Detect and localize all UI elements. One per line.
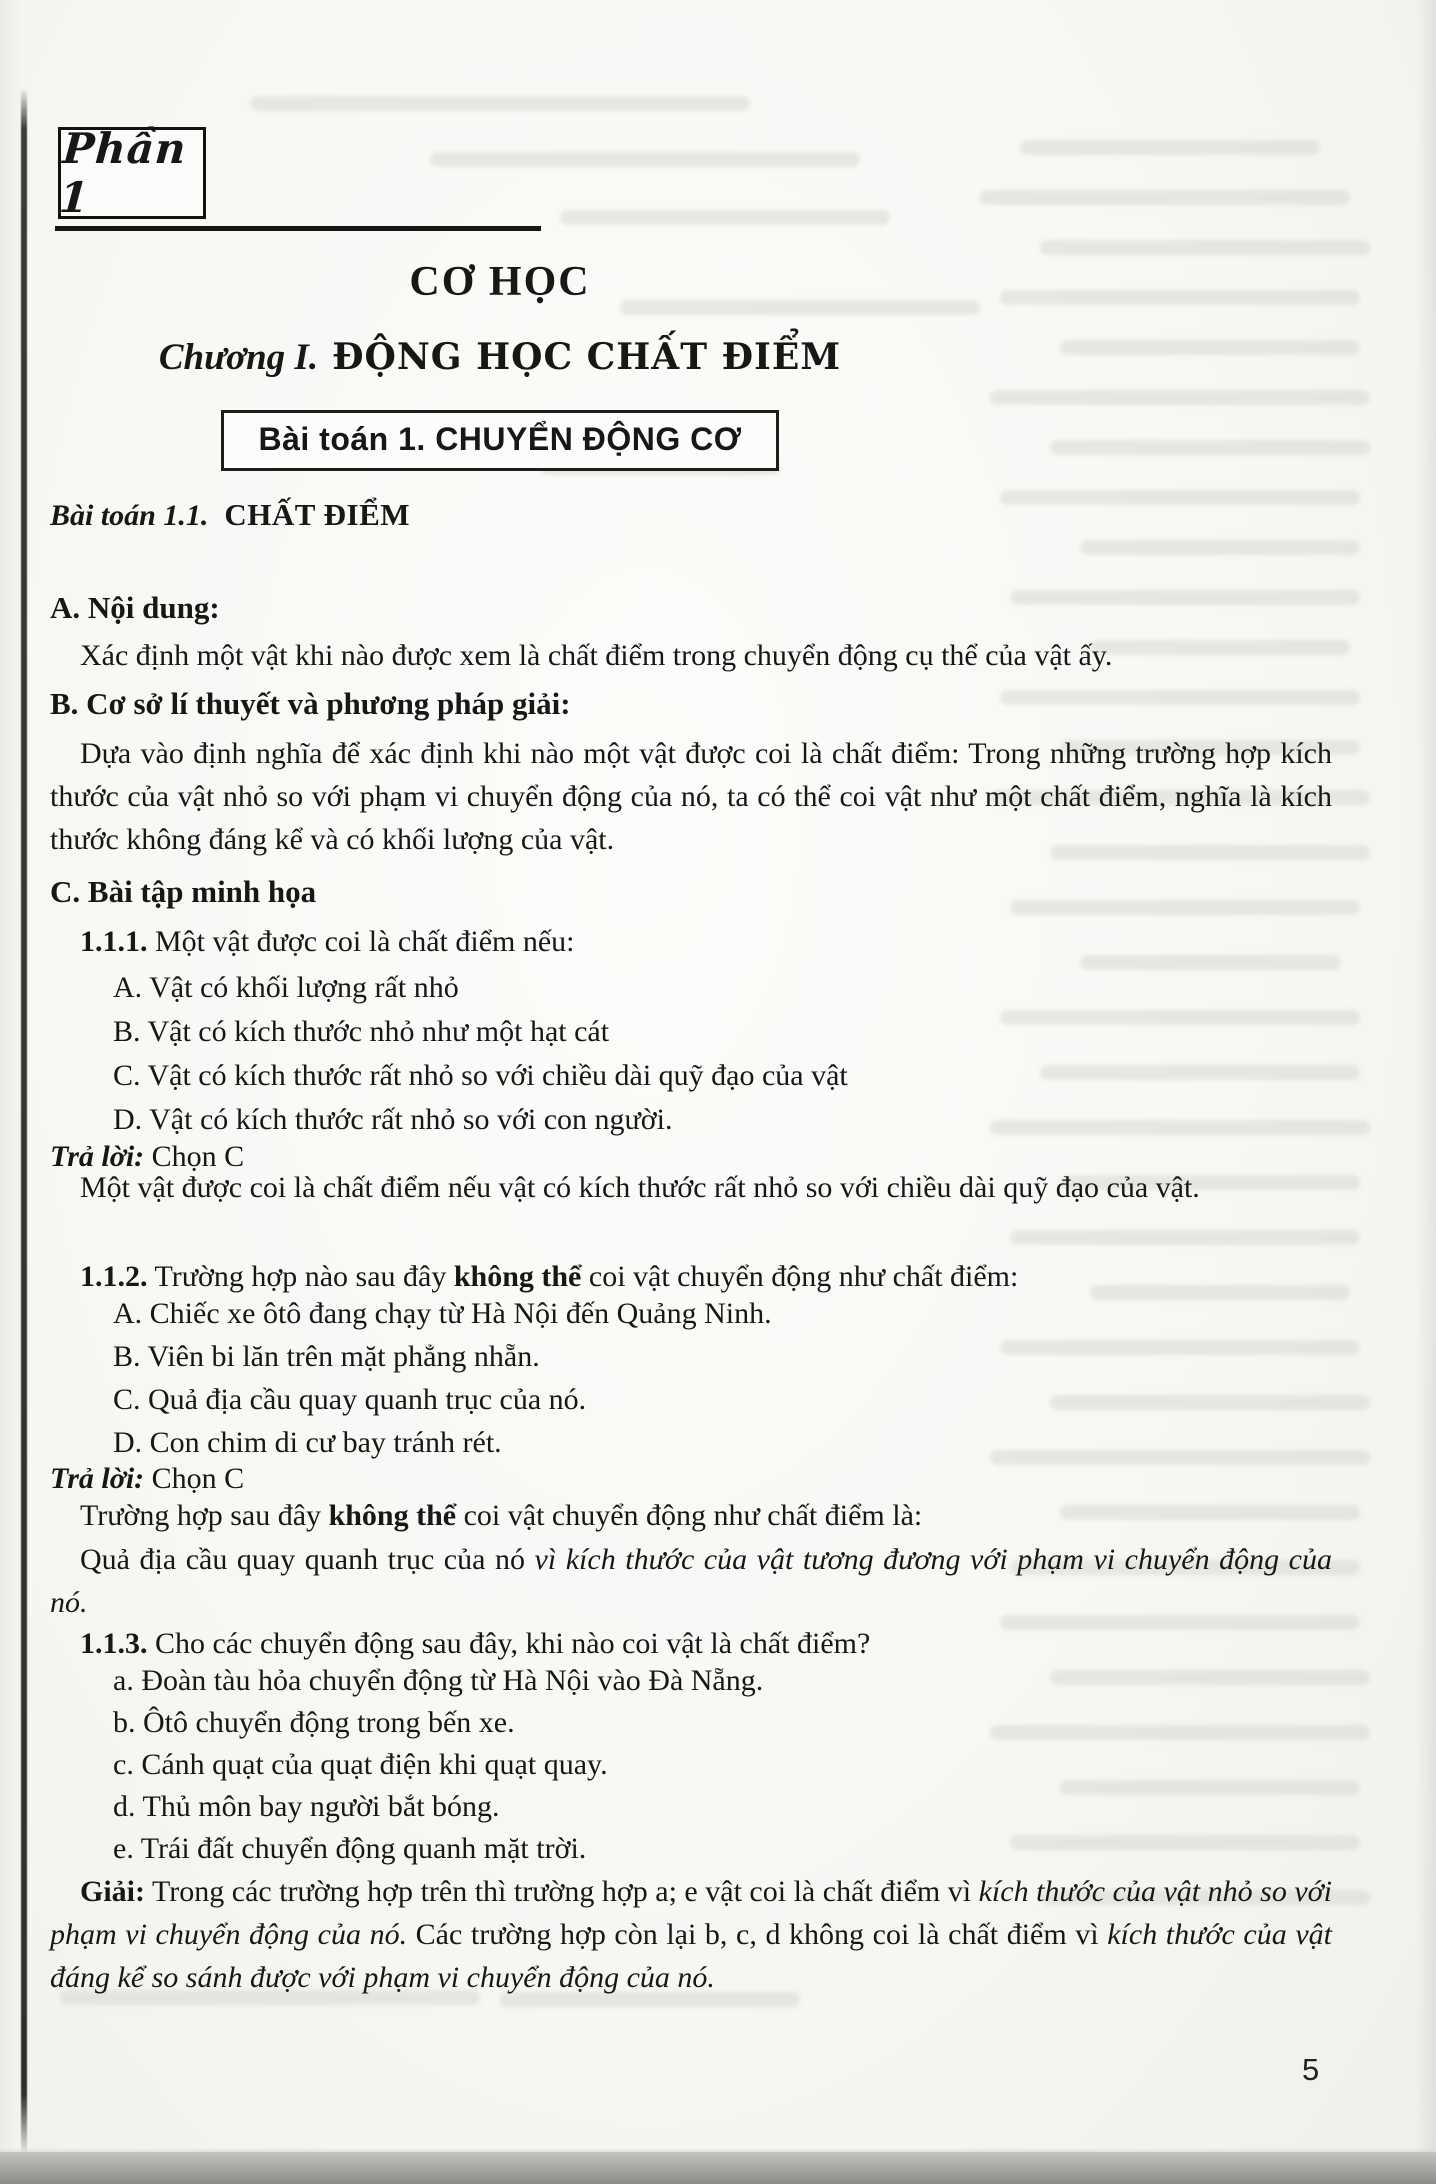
section-c-heading: C. Bài tập minh họa [50, 874, 317, 909]
answer-body-1-1-1: Một vật được coi là chất điểm nếu vật có kích thước rất nhỏ so với chiều dài quỹ đạo của vật. [80, 1171, 1200, 1204]
item-c: c. Cánh quạt của quạt điện khi quạt quay. [113, 1748, 608, 1781]
option-b: B. Vật có kích thước nhỏ như một hạt cát [113, 1015, 610, 1048]
section-b-heading: B. Cơ sở lí thuyết và phương pháp giải: [50, 686, 571, 721]
answer-label-1-1-2: Trả lời: Chọn C [50, 1462, 245, 1495]
page-left-edge-shadow [0, 0, 22, 2184]
option-a: A. Vật có khối lượng rất nhỏ [113, 971, 459, 1004]
section-b-body: Dựa vào định nghĩa để xác định khi nào một vật được coi là chất điểm: Trong những trường hợp kích thước của vật nhỏ so với phạm vi chuyển động của nó, ta có thể coi vật như một chất điểm, nghĩa là kích thước không đáng kể và có khối lượng của vật. [50, 737, 1332, 856]
section-a-heading: A. Nội dung: [50, 590, 220, 625]
page-right-edge-shadow [1416, 0, 1436, 2184]
question-1-1-1: 1.1.1. Một vật được coi là chất điểm nếu: [80, 925, 575, 958]
chapter-title: ĐỘNG HỌC CHẤT ĐIỂM [332, 336, 842, 378]
option-c: C. Quả địa cầu quay quanh trục của nó. [113, 1383, 587, 1416]
solution-1-1-3: Giải: Trong các trường hợp trên thì trường hợp a; e vật coi là chất điểm vì kích thước của vật nhỏ so với phạm vi chuyển động của nó. Các trường hợp còn lại b, c, d không coi là chất điểm vì kích thước của vật đáng kể so sánh được với phạm vi chuyển động của nó. [50, 1875, 1333, 1994]
question-1-1-2: 1.1.2. Trường hợp nào sau đây không thể coi vật chuyển động như chất điểm: [80, 1260, 1019, 1293]
page-number: 5 [1302, 2052, 1320, 2087]
part-label-box [57, 124, 206, 222]
option-d: D. Con chim di cư bay tránh rét. [113, 1426, 502, 1459]
part-underline-rule [55, 226, 541, 231]
background-table-band [0, 2152, 1436, 2184]
chapter-number: Chương I. [158, 337, 319, 378]
option-b: B. Viên bi lăn trên mặt phẳng nhẵn. [113, 1340, 540, 1373]
options-1-1-1 [113, 966, 1263, 1142]
item-a: a. Đoàn tàu hỏa chuyển động từ Hà Nội vào Đà Nẵng. [113, 1664, 764, 1697]
item-b: b. Ôtô chuyển động trong bến xe. [113, 1706, 515, 1739]
item-e: e. Trái đất chuyển động quanh mặt trời. [113, 1832, 587, 1865]
question-1-1-3: 1.1.3. Cho các chuyển động sau đây, khi nào coi vật là chất điểm? [80, 1627, 871, 1660]
problem-box-title: Bài toán 1. CHUYỂN ĐỘNG CƠ [221, 410, 778, 471]
subproblem-title: CHẤT ĐIỂM [224, 497, 411, 532]
chapter-heading [0, 336, 1000, 379]
book-spine-line [21, 88, 27, 2156]
option-c: C. Vật có kích thước rất nhỏ so với chiều dài quỹ đạo của vật [113, 1059, 848, 1092]
section-a-body: Xác định một vật khi nào được xem là chất điểm trong chuyển động cụ thể của vật ấy. [80, 639, 1113, 672]
answer-label-1-1-1: Trả lời: Chọn C [50, 1140, 245, 1173]
item-d: d. Thủ môn bay người bắt bóng. [113, 1790, 500, 1823]
option-a: A. Chiếc xe ôtô đang chạy từ Hà Nội đến Quảng Ninh. [113, 1297, 772, 1330]
items-1-1-3 [113, 1660, 1263, 1870]
options-1-1-2 [113, 1292, 1263, 1464]
answer-intro-1-1-2: Trường hợp sau đây không thể coi vật chuyển động như chất điểm là: [80, 1499, 923, 1532]
answer-body-1-1-2: Quả địa cầu quay quanh trục của nó vì kích thước của vật tương đương với phạm vi chuyển động của nó. [50, 1543, 1332, 1619]
part-label: Phần 1 [57, 124, 189, 222]
subproblem-heading [50, 497, 410, 533]
subproblem-number: Bài toán 1.1. [50, 499, 209, 532]
section-title: CƠ HỌC [409, 259, 591, 305]
problem-box-row [0, 410, 1000, 471]
option-d: D. Vật có kích thước rất nhỏ so với con người. [113, 1103, 673, 1136]
